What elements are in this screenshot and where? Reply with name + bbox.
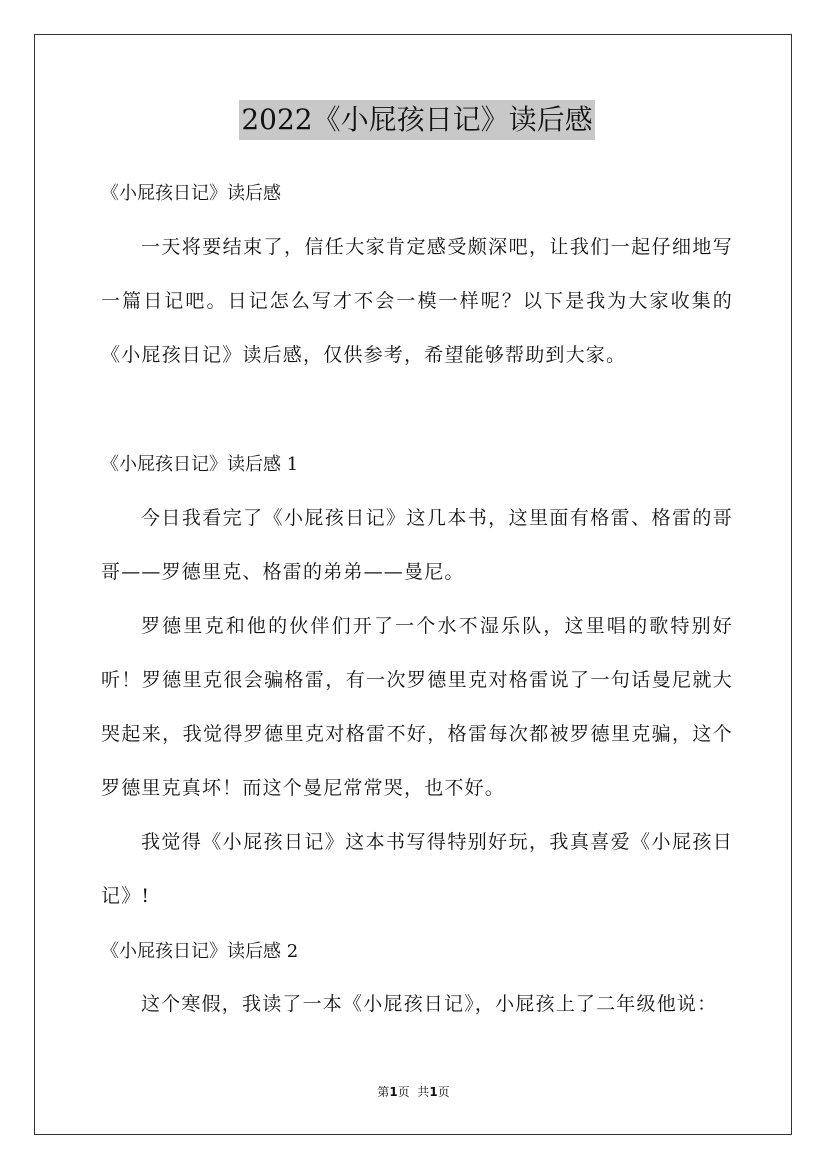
section2-heading: 《小屁孩日记》读后感 2: [101, 941, 299, 962]
heading-main: 《小屁孩日记》读后感: [101, 183, 281, 204]
page-footer: [0, 1084, 827, 1100]
intro-paragraph: 一天将要结束了，信任大家肯定感受颇深吧，让我们一起仔细地写一篇日记吧。日记怎么写才不会一模一样呢？以下是我为大家收集的《小屁孩日记》读后感，仅供参考，希望能够帮助到大家。: [101, 236, 733, 366]
footer-mid: 页 共: [397, 1085, 430, 1099]
footer-page-number: 1: [389, 1085, 398, 1099]
section1-paragraph-1: 今日我看完了《小屁孩日记》这几本书，这里面有格雷、格雷的哥哥——罗德里克、格雷的弟弟——曼尼。: [101, 507, 733, 583]
section1-heading: 《小屁孩日记》读后感 1: [101, 454, 299, 475]
section1-paragraph-2: 罗德里克和他的伙伴们开了一个水不湿乐队，这里唱的歌特别好听！罗德里克很会骗格雷，有一次罗德里克对格雷说了一句话曼尼就大哭起来，我觉得罗德里克对格雷不好，格雷每次都被罗德里克骗，这个罗德里克真坏！而这个曼尼常常哭，也不好。: [101, 615, 733, 799]
section2-paragraph-1: 这个寒假，我读了一本《小屁孩日记》，小屁孩上了二年级他说：: [141, 993, 718, 1015]
footer-page-total: 1: [429, 1085, 438, 1099]
footer-prefix: 第: [377, 1085, 390, 1099]
section1-paragraph-3: 我觉得《小屁孩日记》这本书写得特别好玩，我真喜爱《小屁孩日记》!: [101, 831, 733, 907]
document-title: 2022《小屁孩日记》读后感: [239, 100, 594, 140]
title-wrap: [101, 100, 733, 140]
footer-suffix: 页: [437, 1085, 450, 1099]
